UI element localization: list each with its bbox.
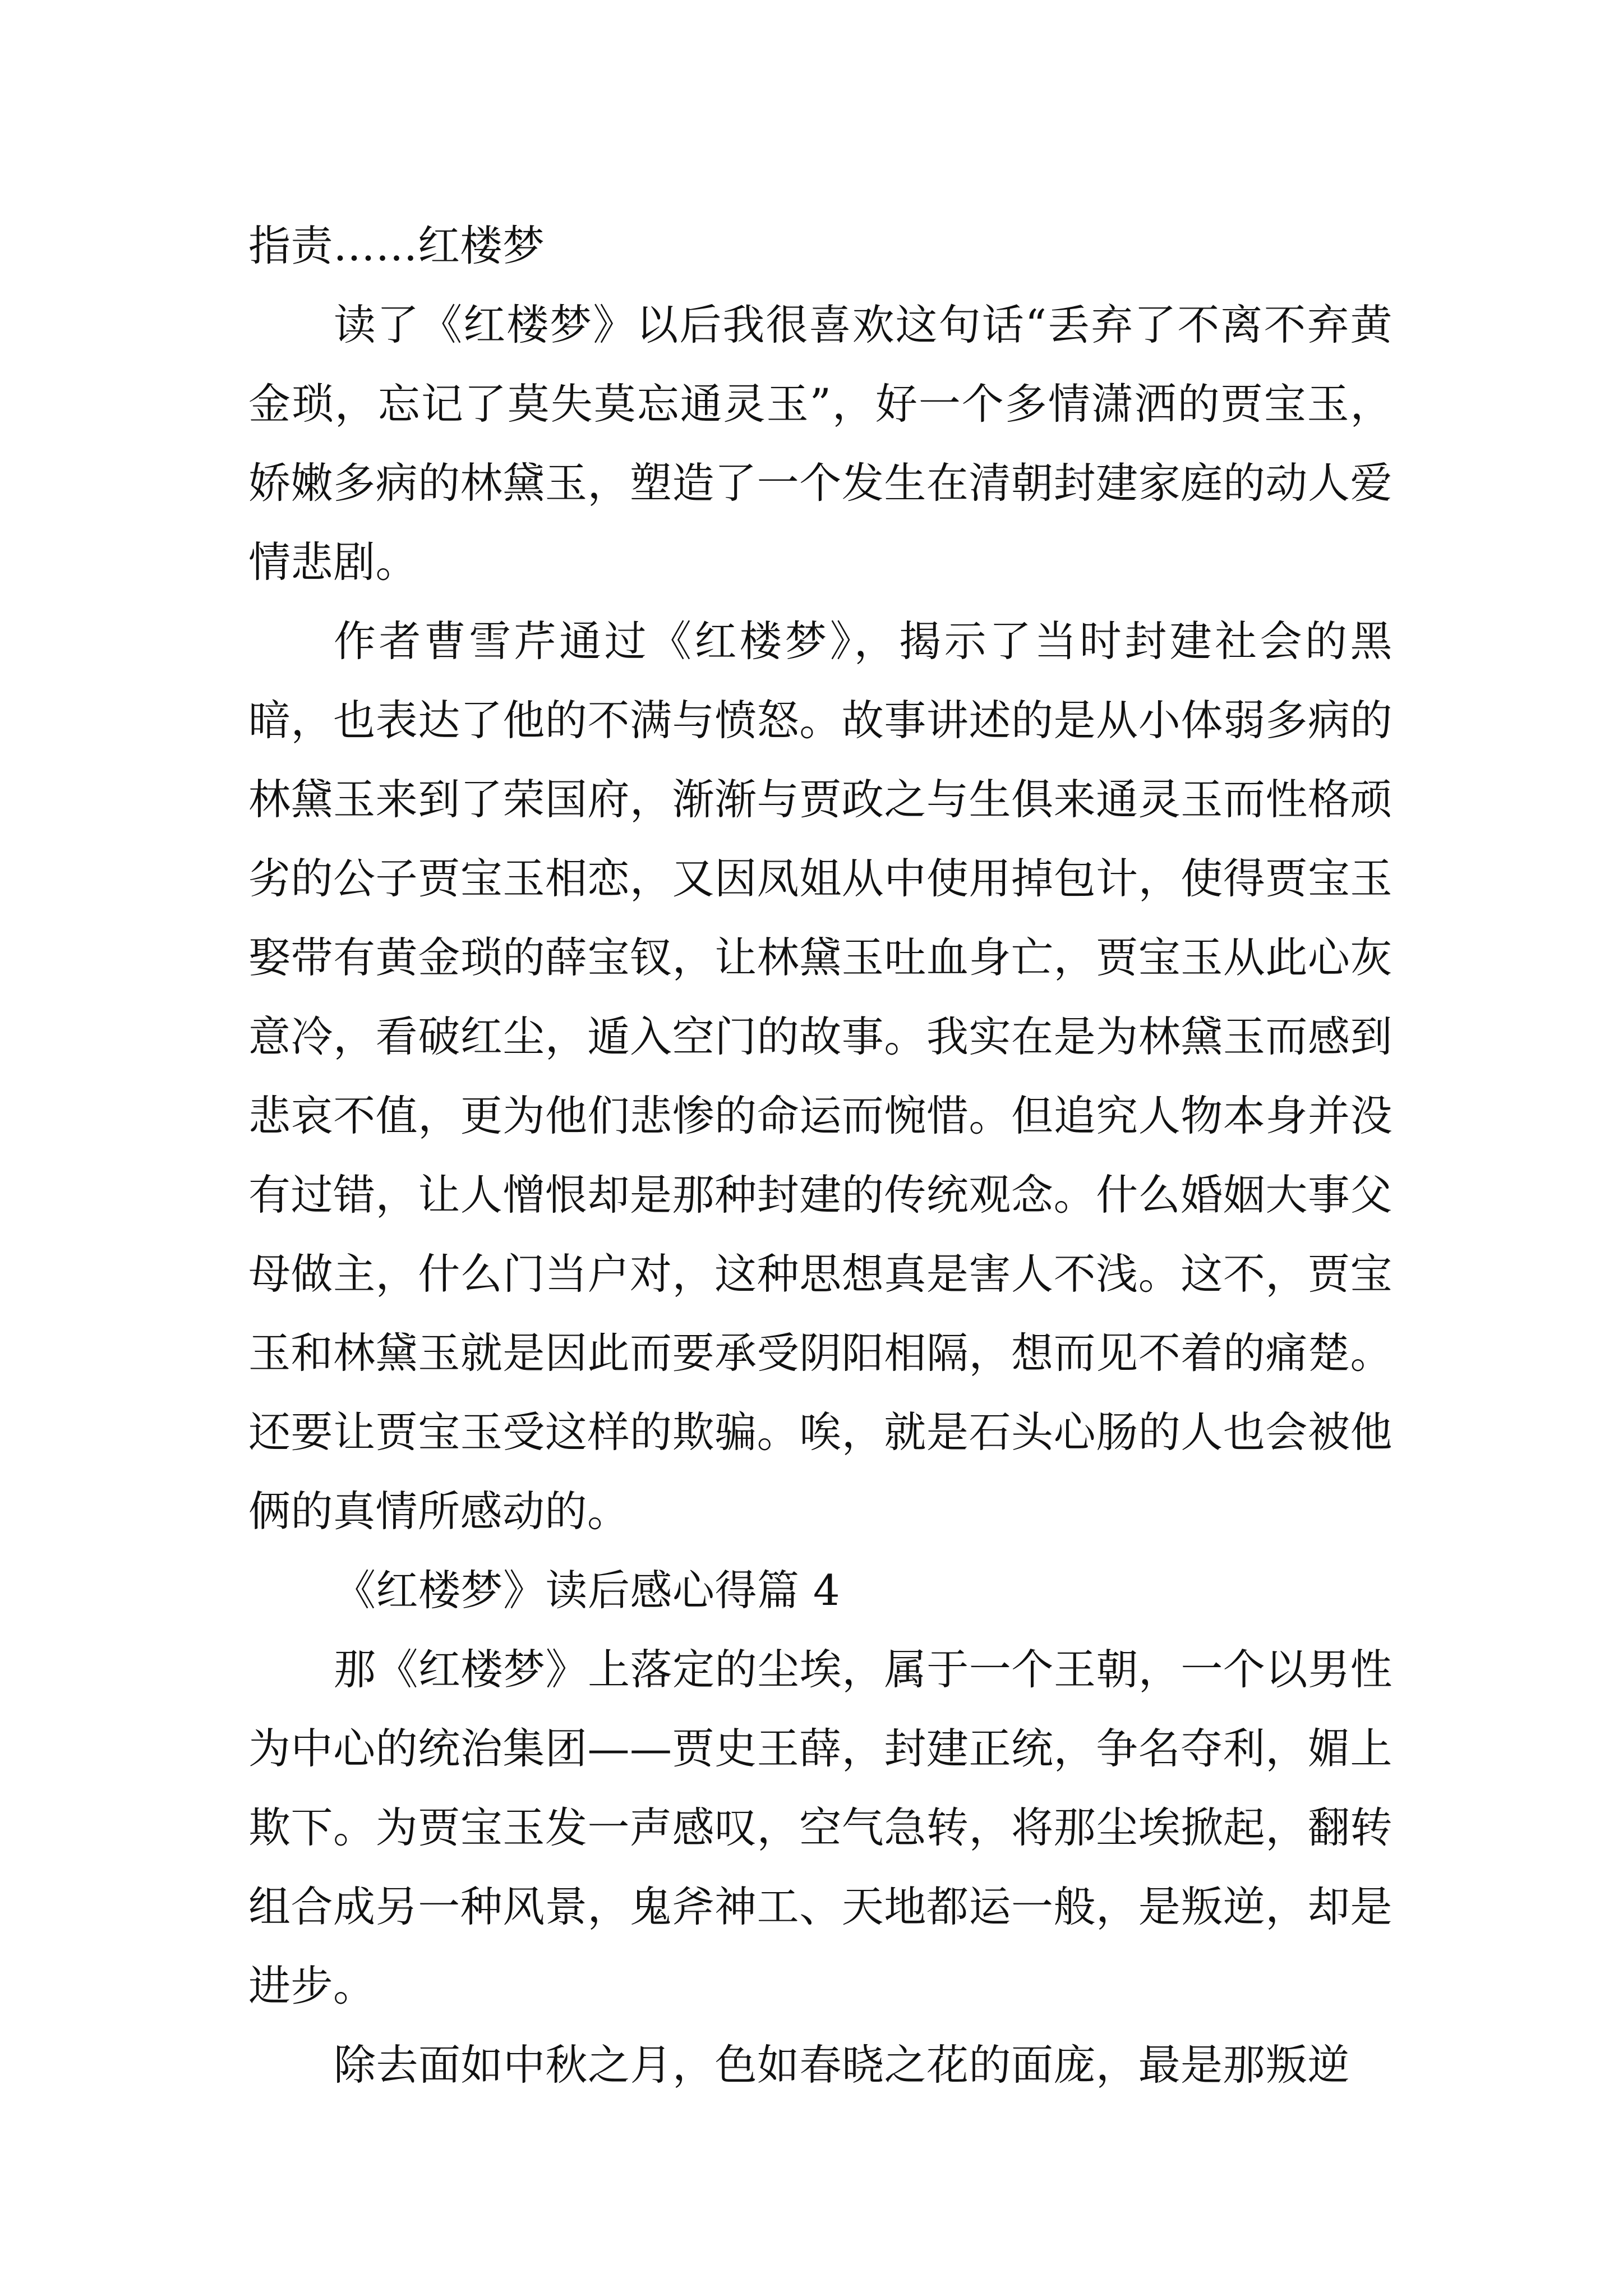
paragraph-author-summary: 作者曹雪芹通过《红楼梦》，揭示了当时封建社会的黑暗，也表达了他的不满与愤怒。故事讲述的是从小体弱多病的林黛玉来到了荣国府，渐渐与贾政之与生俱来通灵玉而性格顽劣的公子贾宝玉相恋，又因凤姐从中使用掉包计，使得贾宝玉娶带有黄金琐的薛宝钗，让林黛玉吐血身亡，贾宝玉从此心灰意冷，看破红尘，遁入空门的故事。我实在是为林黛玉而感到悲哀不值，更为他们悲惨的命运而惋惜。但追究人物本身并没有过错，让人憎恨却是那种封建的传统观念。什么婚姻大事父母做主，什么门当户对，这种思想真是害人不浅。这不，贾宝玉和林黛玉就是因此而要承受阴阳相隔，想而见不着的痛楚。还要让贾宝玉受这样的欺骗。唉，就是石头心肠的人也会被他俩的真情所感动的。 (248, 616, 1393, 1536)
paragraph-quote-intro: 读了《红楼梦》以后我很喜欢这句话“丢弃了不离不弃黄金琐，忘记了莫失莫忘通灵玉”，好一个多情潇洒的贾宝玉，娇嫩多病的林黛玉，塑造了一个发生在清朝封建家庭的动人爱情悲剧。 (248, 300, 1393, 587)
section-heading: 《红楼梦》读后感心得篇 4 (334, 1566, 841, 1615)
paragraph-continuation: 指责……红楼梦 (248, 221, 545, 270)
paragraph-dust: 那《红楼梦》上落定的尘埃，属于一个王朝，一个以男性为中心的统治集团——贾史王薛，封建正统，争名夺利，媚上欺下。为贾宝玉发一声感叹，空气急转，将那尘埃掀起，翻转组合成另一种风景，鬼斧神工、天地都运一般，是叛逆，却是进步。 (248, 1645, 1393, 2010)
paragraph-closing: 除去面如中秋之月，色如春晓之花的面庞，最是那叛逆 (334, 2040, 1350, 2090)
document-body (248, 206, 1393, 2105)
